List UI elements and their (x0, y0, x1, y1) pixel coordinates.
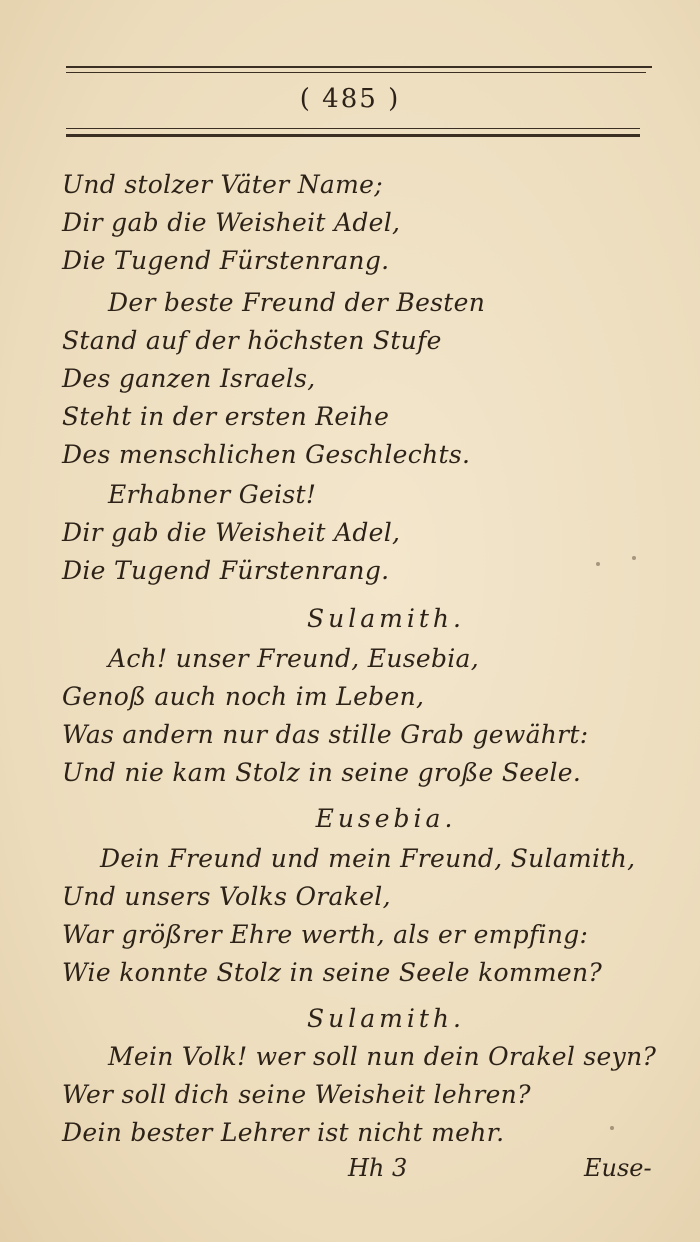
page-number: ( 485 ) (299, 84, 401, 114)
paper-speck (610, 1126, 614, 1130)
verse-line: Die Tugend Fürstenrang. (62, 556, 390, 585)
speaker-heading: Sulamith. (307, 1004, 465, 1033)
verse-line: Ach! unser Freund, Eusebia, (108, 644, 479, 673)
verse-line: Dein bester Lehrer ist nicht mehr. (62, 1118, 505, 1147)
verse-line: Des ganzen Israels, (62, 364, 316, 393)
speaker-heading: Eusebia. (315, 804, 457, 833)
speaker-heading: Sulamith. (307, 604, 465, 633)
verse-line: Und unsers Volks Orakel, (62, 882, 391, 911)
verse-line: Stand auf der höchsten Stufe (62, 326, 442, 355)
verse-line: Der beste Freund der Besten (108, 288, 486, 317)
paper-speck (596, 562, 600, 566)
signature-mark: Hh 3 (348, 1154, 408, 1182)
verse-line: Erhabner Geist! (108, 480, 317, 509)
verse-line: Wie konnte Stolz in seine Seele kommen? (62, 958, 603, 987)
top-rule (66, 66, 652, 68)
verse-line: Wer soll dich seine Weisheit lehren? (62, 1080, 531, 1109)
header-rule-thick (66, 134, 640, 137)
verse-line: Dir gab die Weisheit Adel, (62, 518, 401, 547)
verse-line: Die Tugend Fürstenrang. (62, 246, 390, 275)
top-rule-thin (66, 72, 646, 73)
verse-line: Und nie kam Stolz in seine große Seele. (62, 758, 582, 787)
paper-speck (632, 556, 636, 560)
verse-line: Dein Freund und mein Freund, Sulamith, (100, 844, 636, 873)
verse-line: Und stolzer Väter Name; (62, 170, 383, 199)
verse-line: Genoß auch noch im Leben, (62, 682, 425, 711)
verse-line: Mein Volk! wer soll nun dein Orakel seyn? (108, 1042, 657, 1071)
header-rule-thin (66, 128, 640, 129)
verse-line: Des menschlichen Geschlechts. (62, 440, 471, 469)
catchword: Euse- (584, 1154, 652, 1182)
verse-line: War größrer Ehre werth, als er empfing: (62, 920, 589, 949)
verse-line: Dir gab die Weisheit Adel, (62, 208, 401, 237)
verse-line: Steht in der ersten Reihe (62, 402, 390, 431)
verse-line: Was andern nur das stille Grab gewährt: (62, 720, 589, 749)
